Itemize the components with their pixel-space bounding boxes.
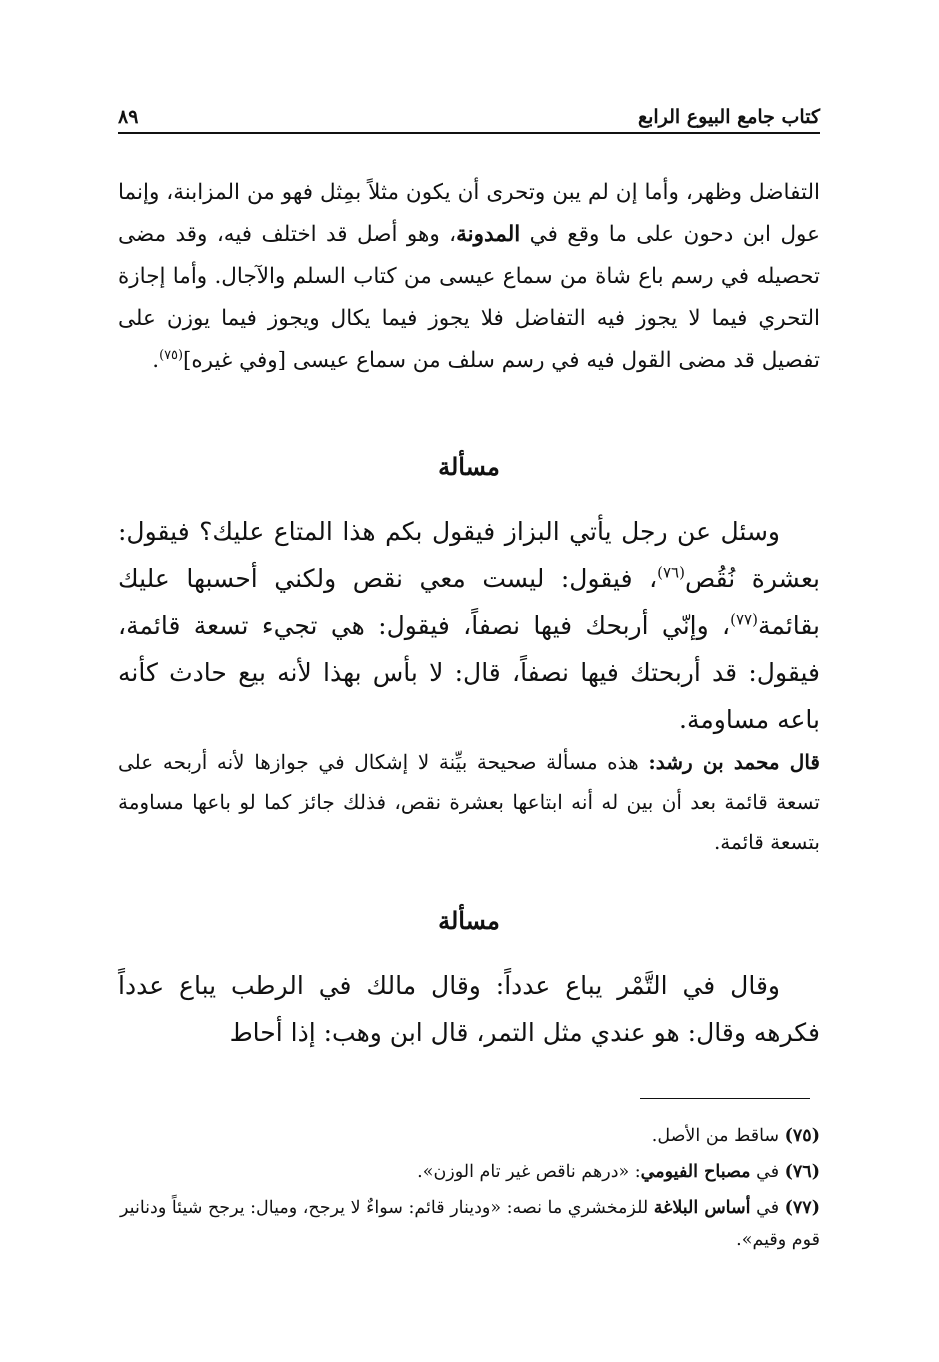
footnote-number: (٧٧) (784, 1198, 820, 1218)
commentary-author: قال محمد بن رشد: (648, 750, 820, 774)
footnotes (118, 1120, 820, 1260)
footnote-75 (118, 1120, 820, 1152)
footnote-ref-77[interactable]: (٧٧) (730, 610, 758, 629)
paragraph-4: وقال في التَّمْر يباع عدداً: وقال مالك في الرطب يباع عدداً فكرهه وقال: هو عندي مثل التمر، قال ابن وهب: إذا أحاط (118, 971, 820, 1047)
footnote-text: : «درهم ناقص غير تام الوزن». (417, 1162, 641, 1182)
paragraph-2 (118, 508, 820, 743)
footnote-text: للزمخشري ما نصه: «ودينار قائم: سواءٌ لا يرجح، وميال: يرجح شيئاً ودنانير قوم وقيم». (120, 1198, 820, 1250)
para2-text-c: ، وإنّي أربحك فيها نصفاً، فيقول: هي تجيء تسعة قائمة، فيقول: قد أربحتك فيها نصفاً، قال: لا بأس بهذا لأنه بيع حادث كأنه باعه مساومة. (118, 611, 820, 734)
running-header (118, 100, 820, 134)
para2-text-b: ، فيقول: ليست معي نقص ولكني أحسبها عليك بقائمة (118, 564, 820, 640)
footnote-text: في (750, 1198, 785, 1218)
footnote-text: في (750, 1162, 785, 1182)
para2-text-a: وسئل عن رجل يأتي البزاز فيقول بكم هذا المتاع عليك؟ فيقول: بعشرة نُقُص (118, 517, 820, 593)
footnote-divider (640, 1098, 810, 1099)
para1-text-b: ، وهو أصل قد اختلف فيه، وقد مضى تحصيله في رسم باع شاة من سماع عيسى من كتاب السلم والآجال. وأما إجازة التحري فيما لا يجوز فيه التفاضل فلا يجوز فيما يكال ويجوز فيما يوزن على تفصيل قد مضى القول فيه في رسم سلف من سماع عيسى [وفي غيره] (118, 222, 820, 373)
footnote-number: (٧٥) (784, 1126, 820, 1146)
footnote-text: ساقط من الأصل. (651, 1126, 785, 1146)
footnote-76 (118, 1156, 820, 1188)
footnote-source: أساس البلاغة (653, 1198, 751, 1218)
section-heading-1: مسألة (438, 452, 500, 481)
commentary-paragraph (118, 742, 820, 862)
para1-text-a: التفاضل وظهر، وأما إن لم يبن وتحرى أن يكون مثلاً بمِثل فهو من المزابنة، وإنما عول ابن دحون على ما وقع في (118, 180, 820, 247)
footnote-ref-75[interactable]: (٧٥) (159, 347, 184, 363)
commentary-text: هذه مسألة صحيحة بيِّنة لا إشكال في جوازها لأنه أربحه على تسعة قائمة بعد أن بين له أنه ابتاعها بعشرة نقص، فذلك جائز كما لو باعها مساومة بتسعة قائمة. (118, 750, 820, 854)
footnote-number: (٧٦) (784, 1162, 820, 1182)
footnote-source: مصباح الفيومي (640, 1162, 751, 1182)
section-heading-2: مسألة (438, 906, 500, 935)
page-number: ٨٩ (118, 106, 139, 128)
footnote-ref-76[interactable]: (٧٦) (657, 563, 685, 582)
book-title: كتاب جامع البيوع الرابع (637, 106, 820, 128)
para1-bold-mudawwana: المدونة (456, 222, 521, 247)
footnote-77 (118, 1192, 820, 1256)
para1-text-c: . (152, 348, 160, 373)
paragraph-1 (118, 172, 820, 382)
